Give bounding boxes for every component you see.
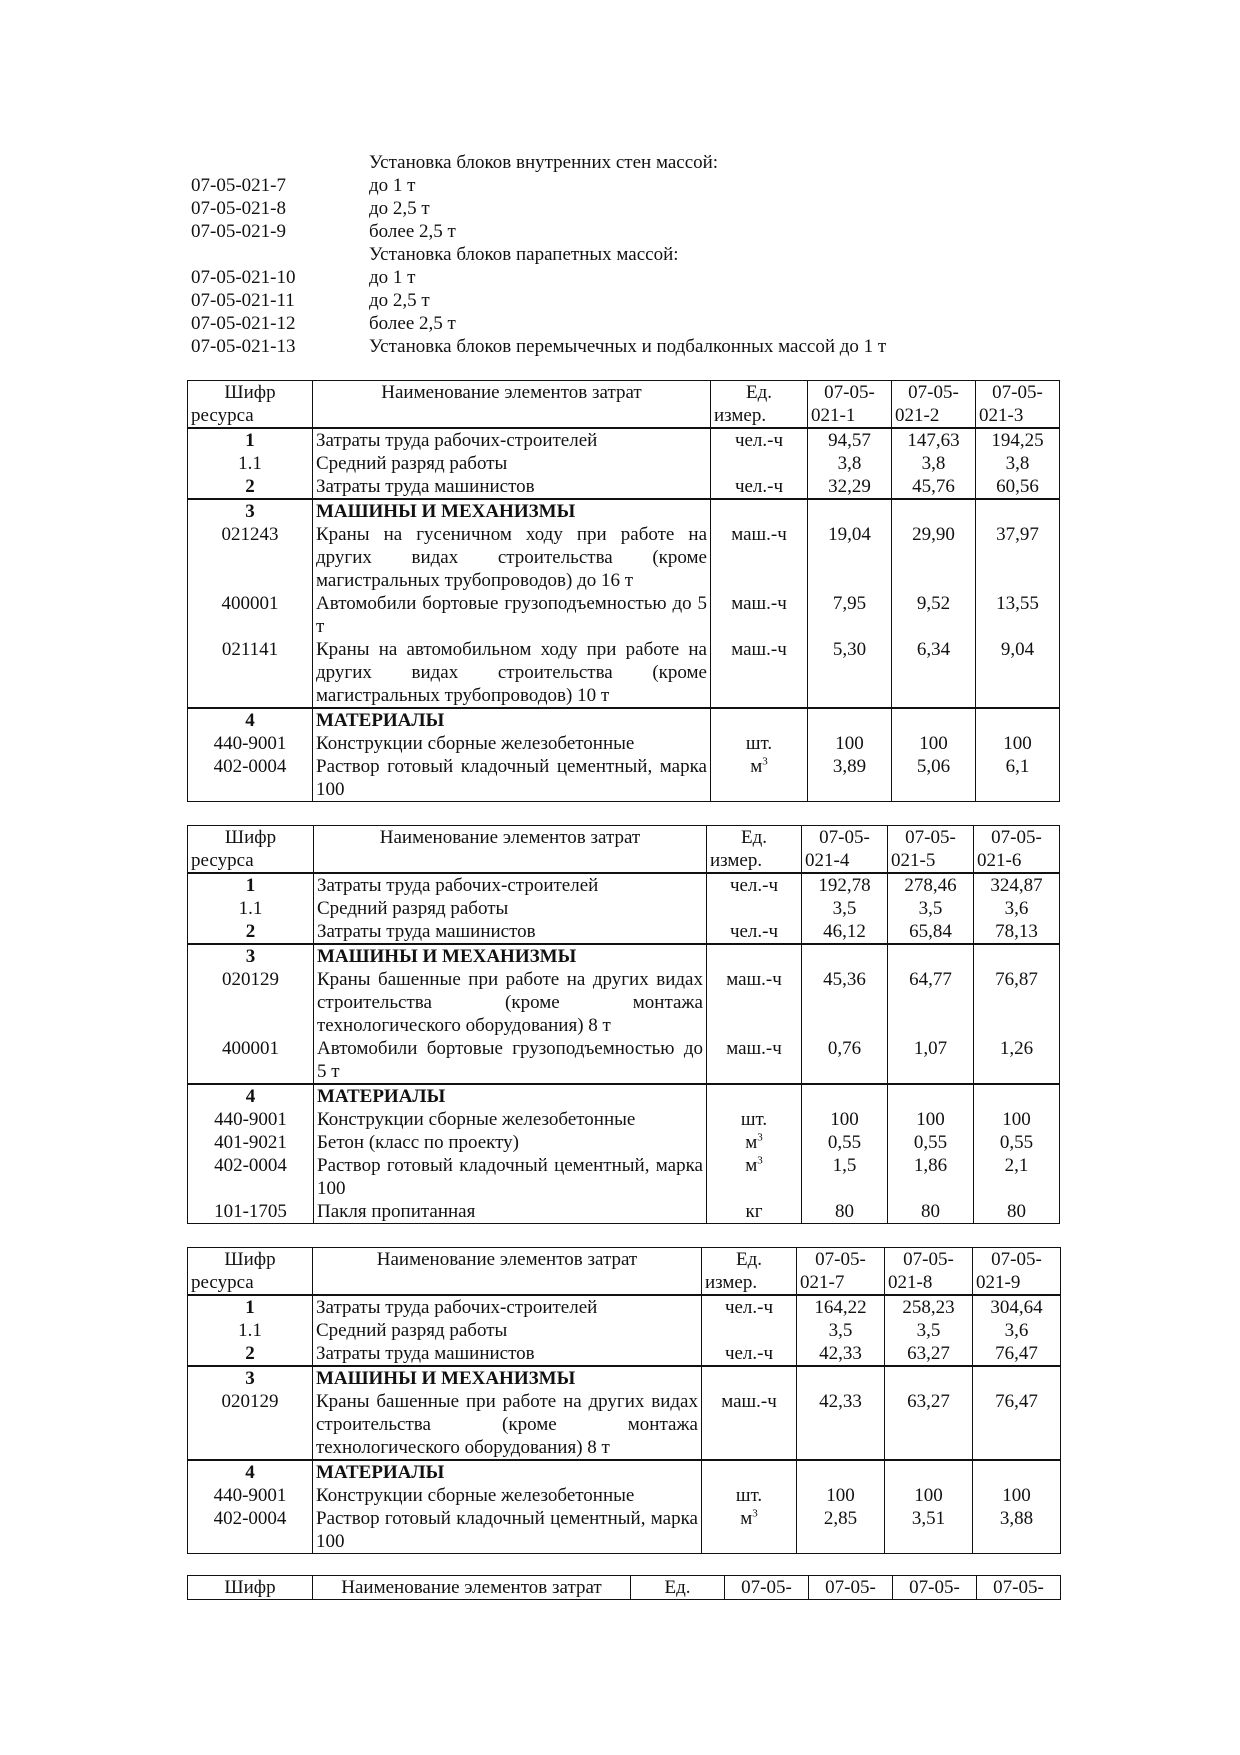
value-cell <box>974 1084 1060 1108</box>
header-unit: Ед. <box>711 381 808 405</box>
table-row <box>188 1366 1061 1390</box>
cost-element-name: Краны на автомобильном ходу при работе на других видах строительства (кроме магистральных трубопроводов) 10 т <box>313 638 711 708</box>
table-row <box>188 638 1060 708</box>
unit: маш.-ч <box>711 523 808 592</box>
table-row <box>188 1295 1061 1319</box>
value-cell: 3,89 <box>808 755 892 802</box>
cost-element-name: Краны на гусеничном ходу при работе на других видах строительства (кроме магистральных трубопроводов) до 16 т <box>313 523 711 592</box>
header-rate-code: 021-6 <box>974 849 1060 873</box>
table-row <box>188 1460 1061 1484</box>
header-rate-code: 021-2 <box>892 404 976 428</box>
value-cell: 3,5 <box>888 897 974 920</box>
rate-description: Установка блоков внутренних стен массой: <box>369 152 719 173</box>
header-rate-code: 021-7 <box>797 1271 885 1295</box>
resource-code: 402-0004 <box>188 1154 314 1200</box>
header-rate-code: 021-5 <box>888 849 974 873</box>
unit: $м^3$ <box>711 755 808 802</box>
cost-element-name: Краны башенные при работе на других видах строительства (кроме монтажа технологического оборудования) 8 т <box>314 968 707 1037</box>
header-rate-code: 07-05- <box>808 381 892 405</box>
value-cell <box>802 944 888 968</box>
rate-description: до 2,5 т <box>369 290 430 311</box>
header-unit: измер. <box>711 404 808 428</box>
value-cell: 0,55 <box>888 1131 974 1154</box>
value-cell: 2,85 <box>797 1507 885 1554</box>
unit: шт. <box>707 1108 802 1131</box>
value-cell: 100 <box>974 1108 1060 1131</box>
cost-element-name: Средний разряд работы <box>313 1319 702 1342</box>
rate-description: до 2,5 т <box>369 198 430 219</box>
resource-code: 021243 <box>188 523 313 592</box>
value-cell: 1,86 <box>888 1154 974 1200</box>
table-row <box>188 1154 1060 1200</box>
value-cell: 63,27 <box>885 1390 973 1460</box>
resource-code: 101-1705 <box>188 1200 314 1224</box>
resource-code: 440-9001 <box>188 1484 313 1507</box>
value-cell: 37,97 <box>976 523 1060 592</box>
value-cell: 147,63 <box>892 428 976 452</box>
header-col: 07-05- <box>893 1576 977 1600</box>
rate-description: более 2,5 т <box>369 313 456 334</box>
value-cell: 94,57 <box>808 428 892 452</box>
table-row <box>188 1484 1061 1507</box>
header-rate-code: 07-05- <box>974 826 1060 850</box>
table-row <box>188 523 1060 592</box>
intro-line <box>191 151 1071 174</box>
resource-code: 400001 <box>188 592 313 638</box>
rate-description: до 1 т <box>369 267 416 288</box>
unit: шт. <box>711 732 808 755</box>
header-rate-code: 07-05- <box>976 381 1060 405</box>
rate-code <box>191 151 369 174</box>
cost-table-1 <box>187 380 1060 802</box>
table-row <box>188 428 1060 452</box>
cost-element-name: Пакля пропитанная <box>314 1200 707 1224</box>
rate-code <box>191 243 369 266</box>
value-cell <box>797 1460 885 1484</box>
resource-code: 1 <box>188 428 313 452</box>
unit: чел.-ч <box>707 920 802 944</box>
header-name-blank <box>314 849 707 873</box>
table-row <box>188 1200 1060 1224</box>
cost-element-name: Конструкции сборные железобетонные <box>313 1484 702 1507</box>
cost-element-name: Средний разряд работы <box>314 897 707 920</box>
value-cell <box>976 499 1060 523</box>
value-cell <box>973 1366 1061 1390</box>
value-cell: 100 <box>802 1108 888 1131</box>
value-cell: 42,33 <box>797 1390 885 1460</box>
cost-table-2 <box>187 825 1060 1224</box>
table-header-row <box>188 1248 1061 1272</box>
resource-code: 440-9001 <box>188 732 313 755</box>
table-row <box>188 475 1060 499</box>
value-cell: 46,12 <box>802 920 888 944</box>
resource-code: 401-9021 <box>188 1131 314 1154</box>
unit <box>707 897 802 920</box>
unit: маш.-ч <box>707 1037 802 1084</box>
resource-code: 020129 <box>188 968 314 1037</box>
value-cell: 42,33 <box>797 1342 885 1366</box>
intro-line <box>191 312 1071 335</box>
resource-code: 1.1 <box>188 452 313 475</box>
header-rate-code: 021-1 <box>808 404 892 428</box>
header-name: Наименование элементов затрат <box>314 826 707 850</box>
unit: чел.-ч <box>707 873 802 897</box>
cost-element-name: Конструкции сборные железобетонные <box>313 732 711 755</box>
rate-code: 07-05-021-8 <box>191 198 286 219</box>
value-cell: 63,27 <box>885 1342 973 1366</box>
value-cell: 7,95 <box>808 592 892 638</box>
rate-code: 07-05-021-11 <box>191 290 295 311</box>
cost-element-name: Бетон (класс по проекту) <box>314 1131 707 1154</box>
resource-code: 4 <box>188 1460 313 1484</box>
value-cell <box>802 1084 888 1108</box>
cost-element-name: Затраты труда рабочих-строителей <box>314 873 707 897</box>
resource-code: 4 <box>188 1084 314 1108</box>
intro-line <box>191 220 1071 243</box>
value-cell: 45,76 <box>892 475 976 499</box>
value-cell: 3,51 <box>885 1507 973 1554</box>
cost-element-name: Раствор готовый кладочный цементный, марка 100 <box>313 1507 702 1554</box>
value-cell: 100 <box>885 1484 973 1507</box>
value-cell: 76,87 <box>974 968 1060 1037</box>
table-row <box>188 755 1060 802</box>
value-cell: 100 <box>976 732 1060 755</box>
value-cell: 278,46 <box>888 873 974 897</box>
unit: чел.-ч <box>711 475 808 499</box>
value-cell: 6,1 <box>976 755 1060 802</box>
cost-element-name: МАШИНЫ И МЕХАНИЗМЫ <box>314 944 707 968</box>
header-code: Шифр <box>188 826 314 850</box>
unit: $м^3$ <box>707 1131 802 1154</box>
value-cell <box>974 944 1060 968</box>
rate-code: 07-05-021-10 <box>191 267 296 288</box>
table-row <box>188 1037 1060 1084</box>
value-cell: 76,47 <box>973 1342 1061 1366</box>
header-code: ресурса <box>188 1271 313 1295</box>
cost-table-3 <box>187 1247 1061 1554</box>
header-rate-code: 07-05- <box>885 1248 973 1272</box>
value-cell: 304,64 <box>973 1295 1061 1319</box>
value-cell: 78,13 <box>974 920 1060 944</box>
rate-code: 07-05-021-7 <box>191 175 286 196</box>
resource-code: 440-9001 <box>188 1108 314 1131</box>
value-cell: 76,47 <box>973 1390 1061 1460</box>
header-col: 07-05- <box>725 1576 809 1600</box>
value-cell: 0,55 <box>974 1131 1060 1154</box>
value-cell: 9,52 <box>892 592 976 638</box>
value-cell: 13,55 <box>976 592 1060 638</box>
table-row <box>188 873 1060 897</box>
header-code: Шифр <box>188 1576 313 1600</box>
unit <box>707 1084 802 1108</box>
header-rate-code: 021-9 <box>973 1271 1061 1295</box>
value-cell: 100 <box>797 1484 885 1507</box>
intro-line <box>191 174 1071 197</box>
value-cell: 3,6 <box>973 1319 1061 1342</box>
unit <box>702 1319 797 1342</box>
header-unit: измер. <box>707 849 802 873</box>
value-cell: 164,22 <box>797 1295 885 1319</box>
value-cell: 80 <box>888 1200 974 1224</box>
value-cell: 0,55 <box>802 1131 888 1154</box>
unit <box>711 499 808 523</box>
value-cell: 5,30 <box>808 638 892 708</box>
rate-code: 07-05-021-9 <box>191 221 286 242</box>
value-cell: 194,25 <box>976 428 1060 452</box>
cost-element-name: МАТЕРИАЛЫ <box>313 708 711 732</box>
value-cell: 3,8 <box>808 452 892 475</box>
cost-element-name: Автомобили бортовые грузоподъемностью до 5 т <box>313 592 711 638</box>
header-rate-code: 021-8 <box>885 1271 973 1295</box>
cost-element-name: Затраты труда машинистов <box>313 475 711 499</box>
value-cell: 65,84 <box>888 920 974 944</box>
unit: шт. <box>702 1484 797 1507</box>
resource-code: 1 <box>188 1295 313 1319</box>
rate-description: более 2,5 т <box>369 221 456 242</box>
resource-code: 402-0004 <box>188 1507 313 1554</box>
value-cell <box>797 1366 885 1390</box>
table-row <box>188 1108 1060 1131</box>
value-cell: 32,29 <box>808 475 892 499</box>
resource-code: 3 <box>188 499 313 523</box>
table-header-row <box>188 849 1060 873</box>
table-row <box>188 592 1060 638</box>
value-cell: 29,90 <box>892 523 976 592</box>
cost-element-name: Раствор готовый кладочный цементный, марка 100 <box>313 755 711 802</box>
cost-element-name: Средний разряд работы <box>313 452 711 475</box>
intro-line <box>191 243 1071 266</box>
unit: $м^3$ <box>702 1507 797 1554</box>
unit: чел.-ч <box>702 1342 797 1366</box>
rate-description: до 1 т <box>369 175 416 196</box>
table-row <box>188 944 1060 968</box>
value-cell <box>973 1460 1061 1484</box>
cost-element-name: МАШИНЫ И МЕХАНИЗМЫ <box>313 499 711 523</box>
value-cell: 19,04 <box>808 523 892 592</box>
section-intro <box>191 151 1071 358</box>
unit <box>711 452 808 475</box>
cost-element-name: Краны башенные при работе на других видах строительства (кроме монтажа технологического оборудования) 8 т <box>313 1390 702 1460</box>
unit <box>707 944 802 968</box>
rate-description: Установка блоков парапетных массой: <box>369 244 679 265</box>
header-rate-code: 07-05- <box>802 826 888 850</box>
value-cell: 100 <box>888 1108 974 1131</box>
value-cell: 1,5 <box>802 1154 888 1200</box>
intro-line <box>191 197 1071 220</box>
rate-code: 07-05-021-12 <box>191 313 296 334</box>
cost-element-name: МАТЕРИАЛЫ <box>313 1460 702 1484</box>
unit: маш.-ч <box>711 638 808 708</box>
value-cell: 2,1 <box>974 1154 1060 1200</box>
header-name: Наименование элементов затрат <box>313 1248 702 1272</box>
unit: $м^3$ <box>707 1154 802 1200</box>
cost-table-4-header <box>187 1575 1061 1600</box>
value-cell: 45,36 <box>802 968 888 1037</box>
header-col: 07-05- <box>977 1576 1061 1600</box>
header-name: Наименование элементов затрат <box>313 381 711 405</box>
value-cell: 3,5 <box>885 1319 973 1342</box>
header-name: Наименование элементов затрат <box>313 1576 631 1600</box>
rate-description: Установка блоков перемычечных и подбалконных массой до 1 т <box>369 336 887 357</box>
resource-code: 4 <box>188 708 313 732</box>
intro-line <box>191 289 1071 312</box>
cost-element-name: Автомобили бортовые грузоподъемностью до 5 т <box>314 1037 707 1084</box>
unit <box>702 1460 797 1484</box>
resource-code: 2 <box>188 1342 313 1366</box>
value-cell <box>808 708 892 732</box>
header-rate-code: 021-4 <box>802 849 888 873</box>
header-unit: Ед. <box>702 1248 797 1272</box>
table-row <box>188 1131 1060 1154</box>
table-header-row <box>188 1271 1061 1295</box>
unit: маш.-ч <box>711 592 808 638</box>
value-cell: 6,34 <box>892 638 976 708</box>
unit: чел.-ч <box>711 428 808 452</box>
table-header-row <box>188 381 1060 405</box>
resource-code: 1.1 <box>188 1319 313 1342</box>
header-unit: Ед. <box>707 826 802 850</box>
value-cell: 1,07 <box>888 1037 974 1084</box>
value-cell: 5,06 <box>892 755 976 802</box>
value-cell: 0,76 <box>802 1037 888 1084</box>
value-cell <box>976 708 1060 732</box>
cost-element-name: Раствор готовый кладочный цементный, марка 100 <box>314 1154 707 1200</box>
value-cell: 64,77 <box>888 968 974 1037</box>
header-rate-code: 07-05- <box>797 1248 885 1272</box>
table-header-row <box>188 1576 1061 1600</box>
value-cell: 100 <box>808 732 892 755</box>
table-row <box>188 732 1060 755</box>
table-row <box>188 1507 1061 1554</box>
cost-element-name: Затраты труда машинистов <box>314 920 707 944</box>
resource-code: 020129 <box>188 1390 313 1460</box>
header-name-blank <box>313 404 711 428</box>
header-rate-code: 07-05- <box>888 826 974 850</box>
value-cell: 3,6 <box>974 897 1060 920</box>
value-cell: 80 <box>802 1200 888 1224</box>
header-unit: измер. <box>702 1271 797 1295</box>
unit: маш.-ч <box>707 968 802 1037</box>
resource-code: 2 <box>188 920 314 944</box>
resource-code: 402-0004 <box>188 755 313 802</box>
resource-code: 021141 <box>188 638 313 708</box>
resource-code: 1 <box>188 873 314 897</box>
resource-code: 2 <box>188 475 313 499</box>
unit: маш.-ч <box>702 1390 797 1460</box>
value-cell: 100 <box>892 732 976 755</box>
value-cell: 3,5 <box>797 1319 885 1342</box>
unit: кг <box>707 1200 802 1224</box>
value-cell: 9,04 <box>976 638 1060 708</box>
cost-element-name: Затраты труда машинистов <box>313 1342 702 1366</box>
value-cell <box>885 1460 973 1484</box>
resource-code: 3 <box>188 944 314 968</box>
value-cell: 100 <box>973 1484 1061 1507</box>
value-cell: 192,78 <box>802 873 888 897</box>
value-cell: 324,87 <box>974 873 1060 897</box>
value-cell <box>808 499 892 523</box>
header-code: Шифр <box>188 1248 313 1272</box>
table-row <box>188 1084 1060 1108</box>
table-row <box>188 1342 1061 1366</box>
unit <box>702 1366 797 1390</box>
header-rate-code: 07-05- <box>892 381 976 405</box>
header-rate-code: 07-05- <box>973 1248 1061 1272</box>
table-row <box>188 968 1060 1037</box>
resource-code: 1.1 <box>188 897 314 920</box>
table-row <box>188 1319 1061 1342</box>
value-cell <box>888 944 974 968</box>
intro-line <box>191 266 1071 289</box>
header-rate-code: 021-3 <box>976 404 1060 428</box>
table-header-row <box>188 404 1060 428</box>
value-cell <box>892 708 976 732</box>
value-cell: 3,88 <box>973 1507 1061 1554</box>
table-row <box>188 499 1060 523</box>
value-cell: 80 <box>974 1200 1060 1224</box>
unit <box>711 708 808 732</box>
cost-element-name: Затраты труда рабочих-строителей <box>313 1295 702 1319</box>
cost-element-name: Конструкции сборные железобетонные <box>314 1108 707 1131</box>
value-cell: 3,5 <box>802 897 888 920</box>
cost-element-name: Затраты труда рабочих-строителей <box>313 428 711 452</box>
value-cell: 3,8 <box>976 452 1060 475</box>
resource-code: 400001 <box>188 1037 314 1084</box>
resource-code: 3 <box>188 1366 313 1390</box>
header-col: 07-05- <box>809 1576 893 1600</box>
value-cell: 258,23 <box>885 1295 973 1319</box>
header-unit: Ед. <box>631 1576 725 1600</box>
value-cell: 60,56 <box>976 475 1060 499</box>
cost-element-name: МАТЕРИАЛЫ <box>314 1084 707 1108</box>
value-cell: 1,26 <box>974 1037 1060 1084</box>
table-row <box>188 920 1060 944</box>
rate-code: 07-05-021-13 <box>191 336 296 357</box>
unit: чел.-ч <box>702 1295 797 1319</box>
cost-element-name: МАШИНЫ И МЕХАНИЗМЫ <box>313 1366 702 1390</box>
table-row <box>188 897 1060 920</box>
table-header-row <box>188 826 1060 850</box>
value-cell <box>892 499 976 523</box>
table-row <box>188 452 1060 475</box>
intro-line <box>191 335 1071 358</box>
value-cell: 3,8 <box>892 452 976 475</box>
header-name-blank <box>313 1271 702 1295</box>
table-row <box>188 708 1060 732</box>
value-cell <box>885 1366 973 1390</box>
header-code: ресурса <box>188 849 314 873</box>
header-code: Шифр <box>188 381 313 405</box>
table-row <box>188 1390 1061 1460</box>
header-code: ресурса <box>188 404 313 428</box>
value-cell <box>888 1084 974 1108</box>
